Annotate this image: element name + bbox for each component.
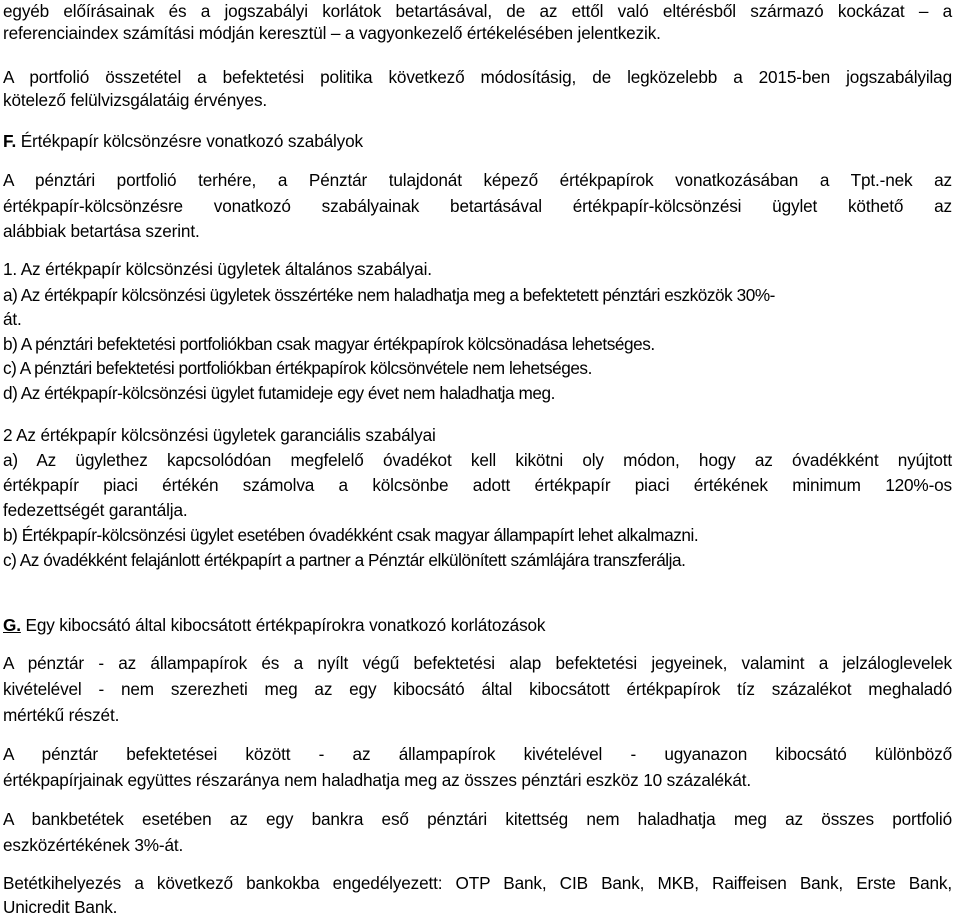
subsection-2-b: b) Értékpapír-kölcsönzési ügylet esetében óvadékként csak magyar állampapírt lehet alkalmazni. (3, 525, 699, 545)
section-g-p2-line-2: értékpapírjainak együttes részaránya nem haladhatja meg az összes pénztári eszköz 10 százalékát. (3, 770, 751, 790)
section-f-title: Értékpapír kölcsönzésre vonatkozó szabályok (20, 131, 363, 151)
section-g-title: Egy kibocsátó által kibocsátott értékpapírokra vonatkozó korlátozások (25, 615, 546, 635)
subsection-2-a-line-3: fedezettségét garantálja. (3, 500, 188, 520)
subsection-1-a-line-2: át. (3, 309, 22, 329)
section-g-p1-line-2: kivételével - nem szerezheti meg az egy kibocsátó által kibocsátott értékpapírok tíz százalékot meghaladó (3, 679, 952, 699)
section-g-heading (3, 614, 952, 636)
section-f-heading (3, 130, 952, 152)
subsection-2-a-line-2: értékpapír piaci értékén számolva a kölcsönbe adott értékpapír piaci értékének minimum 120%-os (3, 475, 952, 495)
intro-line-2: referenciaindex számítási módján keresztül – a vagyonkezelő értékelésében jelentkezik. (3, 23, 661, 43)
subsection-2-a-line-1: a) Az ügylethez kapcsolódóan megfelelő óvadékot kell kikötni oly módon, hogy az óvadékként nyújtott (3, 450, 952, 470)
section-g-p4-line-2: Unicredit Bank. (3, 897, 118, 917)
subsection-2-c: c) Az óvadékként felajánlott értékpapírt a partner a Pénztár elkülönített számlájára transzferálja. (3, 550, 686, 570)
section-f-label: F. (3, 131, 17, 151)
intro-line-4: kötelező felülvizsgálatáig érvényes. (3, 90, 268, 110)
section-g-p3-line-1: A bankbetétek esetében az egy bankra eső pénztári kitettség nem haladhatja meg az összes portfolió (3, 809, 952, 829)
section-g-p3-line-2: eszközértékének 3%-át. (3, 835, 184, 855)
section-g-p1-line-3: mértékű részét. (3, 705, 120, 725)
section-g-p4-line-1: Betétkihelyezés a következő bankokba engedélyezett: OTP Bank, CIB Bank, MKB, Raiffeisen Bank, Erste Bank, (3, 873, 952, 893)
section-f-para-line-2: értékpapír-kölcsönzésre vonatkozó szabályainak betartásával értékpapír-kölcsönzési ügylet köthető az (3, 196, 952, 216)
section-f-para-line-1: A pénztári portfolió terhére, a Pénztár tulajdonát képező értékpapírok vonatkozásában a Tpt.-nek az (3, 170, 952, 190)
intro-line-1: egyéb előírásainak és a jogszabályi korlátok betartásával, de az ettől való eltérésből származó kockázat – a (3, 1, 952, 21)
subsection-1-c: c) A pénztári befektetési portfoliókban értékpapírok kölcsönvétele nem lehetséges. (3, 358, 592, 378)
section-g-p1-line-1: A pénztár - az állampapírok és a nyílt végű befektetési alap befektetési jegyeinek, valamint a jelzáloglevelek (3, 653, 952, 673)
subsection-1-d: d) Az értékpapír-kölcsönzési ügylet futamideje egy évet nem haladhatja meg. (3, 383, 555, 403)
section-g-p2-line-1: A pénztár befektetései között - az állampapírok kivételével - ugyanazon kibocsátó különböző (3, 744, 952, 764)
subsection-1-a-line-1: a) Az értékpapír kölcsönzési ügyletek összértéke nem haladhatja meg a befektetett pénztári eszközök 30%- (3, 285, 775, 305)
section-g-label: G. (3, 615, 21, 635)
subsection-2-title: 2 Az értékpapír kölcsönzési ügyletek garanciális szabályai (3, 425, 436, 445)
section-f-para-line-3: alábbiak betartása szerint. (3, 221, 200, 241)
subsection-1-b: b) A pénztári befektetési portfoliókban csak magyar értékpapírok kölcsönadása lehetséges. (3, 334, 655, 354)
subsection-1-title: 1. Az értékpapír kölcsönzési ügyletek általános szabályai. (3, 259, 432, 279)
intro-line-3: A portfolió összetétel a befektetési politika következő módosításig, de legközelebb a 2015-ben jogszabályilag (3, 67, 952, 87)
